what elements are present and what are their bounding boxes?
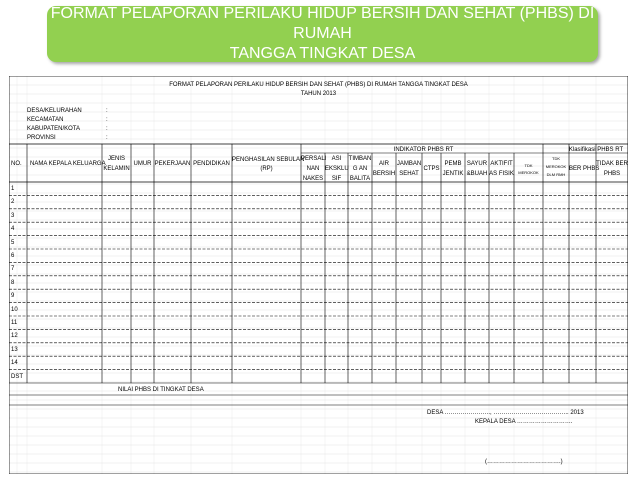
sheet-year: TAHUN 2013 [300, 91, 337, 97]
col-asi-2: EKSKLU [325, 166, 349, 172]
col-jamban-2: SEHAT [399, 171, 419, 177]
info-sep-kecamatan: : [106, 117, 108, 123]
report-sheet [9, 76, 628, 474]
header-klasifikasi: Klasifikasi PHBS RT [568, 147, 624, 153]
col-aktifitas-2: AS FISIK [489, 171, 514, 177]
row-number: 11 [11, 320, 18, 326]
footer-kepala-desa: KEPALA DESA ………………………. [475, 419, 573, 425]
col-jenis: JENIS [107, 156, 125, 162]
row-number: 8 [11, 279, 15, 286]
footer-signature: (……………………………….) [485, 459, 563, 465]
row-number: 5 [11, 239, 15, 246]
row-number: 14 [11, 360, 18, 367]
title-banner [47, 6, 598, 62]
info-label-provinsi: PROVINSI [27, 135, 56, 141]
col-pemb-2: JENTIK [442, 171, 464, 177]
col-sayur-2: &BUAH [466, 171, 488, 177]
row-number: 4 [11, 226, 15, 233]
col-umur: UMUR [133, 161, 152, 167]
col-persalinan: PERSALI [301, 156, 327, 162]
col-jamban: JAMBAN [396, 161, 422, 167]
col-tdk-merokok-2: MEROKOK [518, 170, 539, 175]
col-no: NO. [11, 161, 22, 167]
info-label-kabupaten: KABUPATEN/KOTA [27, 126, 81, 132]
col-pekerjaan: PEKERJAAN [154, 161, 191, 167]
col-persalinan-3: NAKES [302, 176, 324, 182]
col-timbangan-3: BALITA [349, 176, 371, 182]
nilai-phbs-label: NILAI PHBS DI TINGKAT DESA [118, 387, 204, 393]
col-nama: NAMA KEPALA KELUARGA [30, 161, 106, 167]
info-sep-provinsi: : [106, 135, 108, 141]
col-pemb: PEMB [444, 161, 462, 167]
col-air-2: BERSIH [372, 171, 396, 177]
col-ctps: CTPS [423, 166, 440, 172]
col-aktifitas: AKTIFIT [490, 161, 513, 167]
row-number: 10 [11, 306, 18, 313]
col-penghasilan-rp: (RP) [260, 166, 273, 172]
row-number: 1 [11, 186, 15, 192]
sheet-title: FORMAT PELAPORAN PERILAKU HIDUP BERSIH DAN SEHAT (PHBS) DI RUMAH TANGGA TINGKAT DESA [169, 82, 468, 88]
banner-title-line1: FORMAT PELAPORAN PERILAKU HIDUP BERSIH DAN SEHAT (PHBS) DI RUMAH [50, 5, 595, 42]
col-tdk-merokok-rmh-2: MEROKOK [545, 164, 567, 169]
col-air: AIR [378, 161, 389, 167]
info-sep-desa: : [106, 108, 108, 114]
row-number: 6 [11, 253, 15, 259]
col-kelamin: KELAMIN [103, 166, 130, 172]
col-tdk-merokok-rmh: TDK [552, 156, 560, 161]
col-tidak-ber-2: PHBS [603, 171, 621, 177]
row-number: 12 [11, 333, 18, 340]
col-sayur: SAYUR [466, 161, 488, 167]
row-number: 3 [11, 212, 15, 219]
col-ber-phbs: BER PHBS [569, 166, 600, 172]
col-asi: ASI [331, 156, 342, 162]
info-sep-kabupaten: : [106, 126, 108, 132]
row-number: DST [11, 373, 23, 380]
col-timbangan-2: G AN [352, 166, 368, 172]
info-label-desa: DESA/KELURAHAN [27, 108, 82, 114]
col-persalinan-2: NAN [306, 166, 320, 172]
row-number: 7 [11, 266, 15, 273]
col-tdk-merokok-rmh-3: DLM RMH [546, 172, 566, 177]
footer-desa-line: DESA ………………….., ……………………………….. 2013 [427, 410, 584, 416]
col-pendidikan: PENDIDIKAN [193, 161, 230, 167]
row-number: 9 [11, 293, 15, 300]
col-penghasilan: PENGHASILAN SEBULAN [232, 157, 305, 163]
row-number: 2 [11, 199, 15, 206]
header-indikator: INDIKATOR PHBS RT [393, 147, 454, 153]
col-tdk-merokok: TDK [524, 163, 533, 168]
row-number: 13 [11, 346, 18, 353]
banner-title-line2: TANGGA TINGKAT DESA [229, 45, 416, 62]
col-asi-3: SIF [331, 176, 342, 182]
col-tidak-ber: TIDAK BER [596, 161, 628, 167]
col-timbangan: TIMBAN [348, 156, 372, 162]
info-label-kecamatan: KECAMATAN [27, 117, 64, 123]
